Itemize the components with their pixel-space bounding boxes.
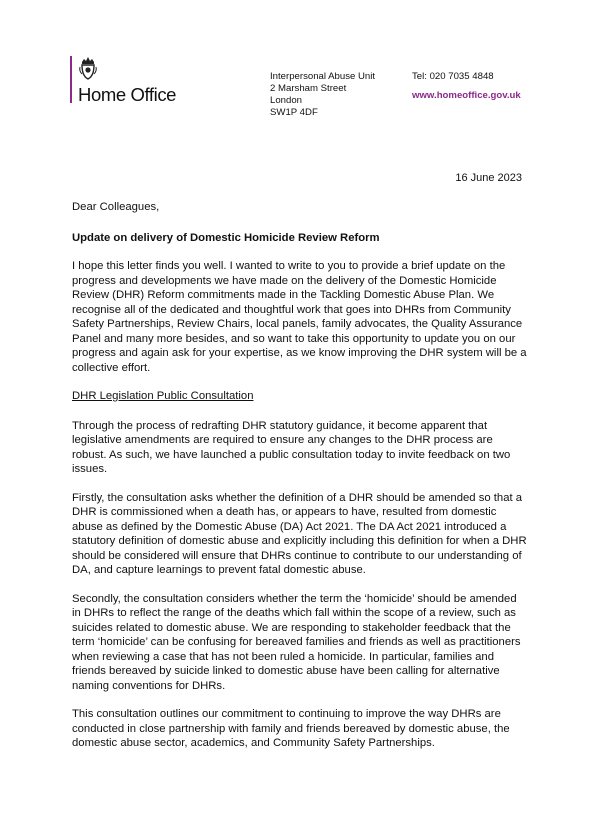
org-name: Home Office — [78, 84, 177, 105]
section-subheading: DHR Legislation Public Consultation — [72, 390, 254, 402]
letter-date: 16 June 2023 — [455, 172, 522, 184]
salutation: Dear Colleagues, — [72, 201, 160, 213]
address-line: 2 Marsham Street — [270, 83, 347, 94]
paragraph-firstly: Firstly, the consultation asks whether the definition of a DHR should be amended so that a DHR is commissioned when a death has, or appears to have, resulted from domestic abuse as defined by the Domestic Abuse (DA) Act 2021. The DA Act 2021 introduced a statutory definition of domestic abuse and explicitly including this definition for when a DHR should be considered will ensure that DHRs continue to contribute to our understanding of DA, and capture learnings to prevent fatal domestic abuse. — [72, 491, 527, 576]
paragraph-secondly: Secondly, the consultation considers whether the term the ‘homicide’ should be amended in DHRs to reflect the range of the deaths which fall within the scope of a review, such as suicides related to domestic abuse. We are responding to stakeholder feedback that the term ‘homicide’ can be confusing for bereaved families and friends as well as practitioners when reviewing a case that has not been ruled a homicide. In particular, families and friends bereaved by suicide linked to domestic abuse have been calling for alternative naming conventions for DHRs. — [72, 592, 521, 692]
letter-title: Update on delivery of Domestic Homicide Review Reform — [72, 231, 380, 244]
address-line: London — [270, 95, 303, 106]
paragraph-intro: I hope this letter finds you well. I wanted to write to you to provide a brief update on the progress and developments we have made on the delivery of the Domestic Homicide Review (DHR) Reform commitments made in the Tackling Domestic Abuse Plan. We recognise all of the dedicated and thoughtful work that goes into DHRs from Community Safety Partnerships, Review Chairs, local panels, family advocates, the Quality Assurance Panel and many more besides, and so want to take this opportunity to update you on our progress and again ask for your expertise, as we know improving the DHR system will be a collective effort. — [72, 260, 527, 374]
telephone: Tel: 020 7035 4848 — [412, 71, 494, 82]
address-line: SW1P 4DF — [270, 107, 318, 118]
logo-divider-bar — [70, 56, 72, 103]
address-line: Interpersonal Abuse Unit — [270, 71, 376, 82]
website-link[interactable]: www.homeoffice.gov.uk — [412, 90, 521, 101]
letter-body — [72, 200, 527, 765]
paragraph-commitment: This consultation outlines our commitment to continuing to improve the way DHRs are conducted in close partnership with family and friends bereaved by domestic abuse, the domestic abuse sector, academics, and Community Safety Partnerships. — [72, 708, 510, 749]
paragraph-consultation: Through the process of redrafting DHR statutory guidance, it become apparent that legislative amendments are required to ensure any changes to the DHR process are robust. As such, we have launched a public consultation today to invite feedback on two issues. — [72, 419, 511, 475]
royal-crest-icon — [78, 56, 98, 80]
address-block — [270, 71, 375, 119]
